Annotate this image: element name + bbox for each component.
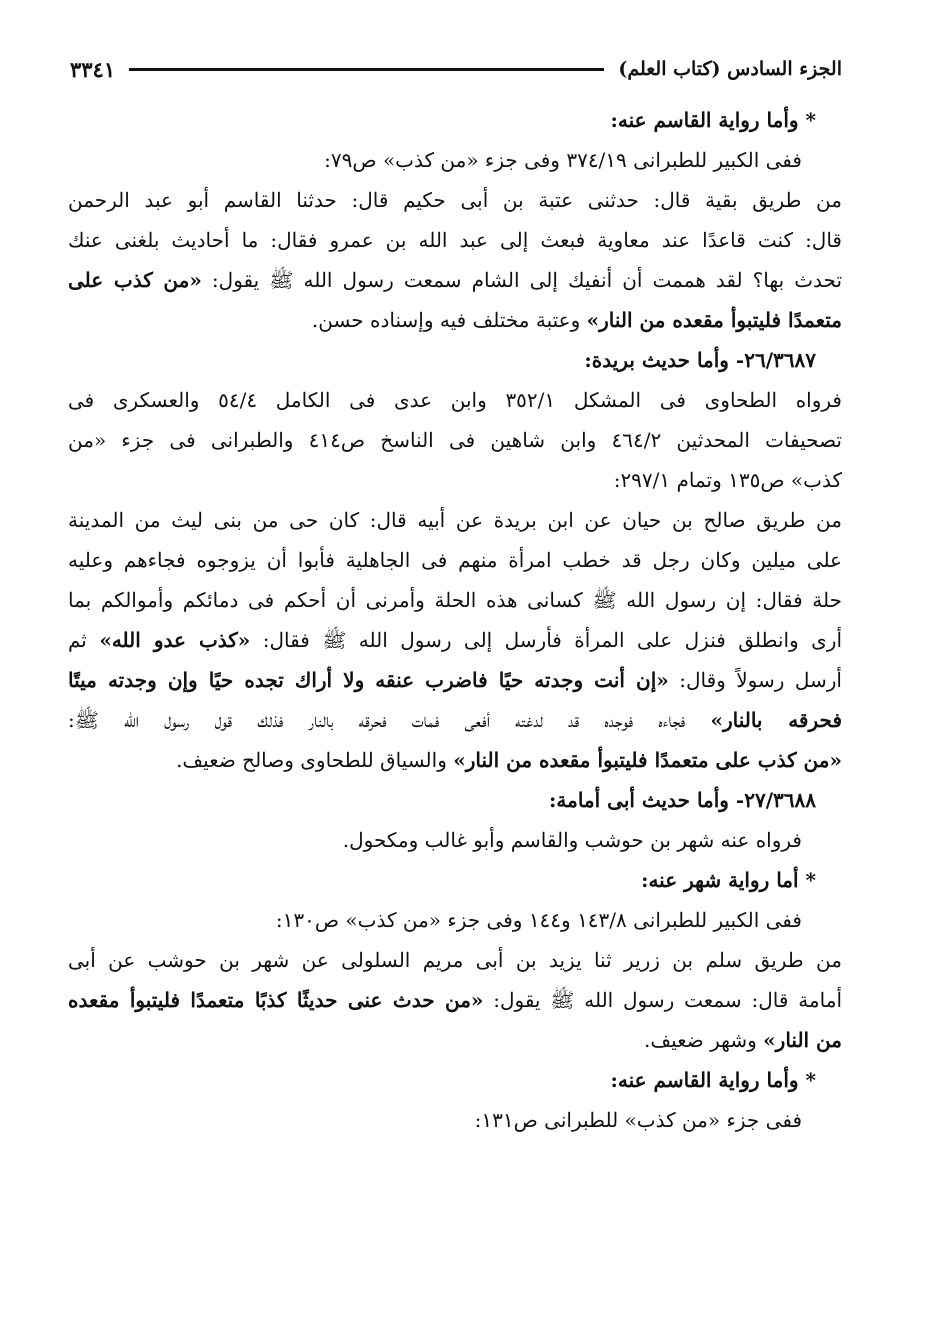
text-segment: وشهر ضعيف. bbox=[644, 1028, 764, 1052]
hadith-quote: «من كذب على متعمدًا فليتبوأ مقعده من النار» bbox=[453, 748, 842, 772]
text-segment: * أما رواية شهر عنه: bbox=[641, 868, 816, 892]
text-line bbox=[68, 660, 842, 700]
text-line bbox=[68, 260, 842, 300]
text-segment: والسياق للطحاوى وصالح ضعيف. bbox=[176, 748, 454, 772]
hadith-quote: متعمدًا فليتبوأ مقعده من النار» bbox=[586, 308, 842, 332]
hadith-quote: «إن أنت وجدته حيًا فاضرب عنقه ولا أراك تجده حيًا وإن وجدته ميتًا bbox=[68, 668, 669, 692]
text-segment: تحدث بها؟ لقد هممت أن أنفيك إلى الشام سمعت رسول الله ﷺ يقول: bbox=[201, 268, 842, 292]
header-rule bbox=[129, 68, 604, 71]
text-segment: * وأما رواية القاسم عنه: bbox=[610, 108, 816, 132]
text-line bbox=[68, 820, 842, 860]
text-line bbox=[68, 300, 842, 340]
running-title: الجزء السادس (كتاب العلم) bbox=[618, 58, 842, 80]
text-line bbox=[68, 940, 842, 980]
text-segment: كذب» ص١٣٥ وتمام ٢٩٧/١: bbox=[613, 468, 842, 492]
text-segment: * وأما رواية القاسم عنه: bbox=[610, 1068, 816, 1092]
text-line bbox=[68, 380, 842, 420]
text-segment: ثم bbox=[68, 628, 100, 652]
text-segment: ٢٧/٣٦٨٨- وأما حديث أبى أمامة: bbox=[549, 788, 816, 812]
text-segment: أرسل رسولاً وقال: bbox=[668, 668, 842, 692]
text-segment: من طريق بقية قال: حدثنى عتبة بن أبى حكيم قال: حدثنا القاسم أبو عبد الرحمن bbox=[68, 188, 842, 212]
text-segment: ففى جزء «من كذب» للطبرانى ص١٣١: bbox=[474, 1108, 802, 1132]
text-line bbox=[68, 460, 842, 500]
text-segment: قال: كنت قاعدًا عند معاوية فبعث إلى عبد الله بن عمرو فقال: ما أحاديث بلغنى عنك bbox=[68, 228, 842, 252]
hadith-quote: فحرقه بالنار» bbox=[710, 708, 842, 732]
text-segment: تصحيفات المحدثين ٤٦٤/٢ وابن شاهين فى الناسخ ص٤١٤ والطبرانى فى جزء «من bbox=[68, 428, 842, 452]
text-line bbox=[68, 700, 842, 740]
text-line bbox=[68, 140, 842, 180]
text-segment: وعتبة مختلف فيه وإسناده حسن. bbox=[311, 308, 587, 332]
hadith-quote: «كذب عدو الله» bbox=[99, 628, 251, 652]
hadith-quote: من النار» bbox=[763, 1028, 842, 1052]
text-segment: فجاءه فوجده قد لدغته أفعى فمات فحرقه بالنار فذلك قول رسول الله ﷺ: bbox=[68, 708, 711, 732]
text-segment: ففى الكبير للطبرانى ١٤٣/٨ و١٤٤ وفى جزء «من كذب» ص١٣٠: bbox=[275, 908, 802, 932]
text-line bbox=[68, 1020, 842, 1060]
page-number: ٣٣٤١ bbox=[70, 56, 116, 82]
page-body bbox=[68, 100, 842, 1140]
page-header bbox=[70, 52, 842, 86]
text-segment: من طريق سلم بن زرير ثنا يزيد بن أبى مريم السلولى عن شهر بن حوشب عن أبى bbox=[68, 948, 842, 972]
text-line bbox=[68, 900, 842, 940]
text-segment: من طريق صالح بن حيان عن ابن بريدة عن أبيه قال: كان حى من بنى ليث من المدينة bbox=[68, 508, 842, 532]
text-line bbox=[68, 220, 842, 260]
section-heading bbox=[68, 1060, 842, 1100]
text-segment: فرواه عنه شهر بن حوشب والقاسم وأبو غالب ومكحول. bbox=[342, 828, 802, 852]
text-segment: ٢٦/٣٦٨٧- وأما حديث بريدة: bbox=[584, 348, 816, 372]
text-segment: على ميلين وكان رجل قد خطب امرأة منهم فى الجاهلية فأبوا أن يزوجوه فجاءهم وعليه bbox=[68, 548, 842, 572]
hadith-quote: «من حدث عنى حديثًا كذبًا متعمدًا فليتبوأ مقعده bbox=[68, 988, 484, 1012]
text-line bbox=[68, 980, 842, 1020]
text-line bbox=[68, 180, 842, 220]
text-line bbox=[68, 620, 842, 660]
text-line bbox=[68, 740, 842, 780]
section-heading bbox=[68, 780, 842, 820]
section-heading bbox=[68, 860, 842, 900]
text-segment: فرواه الطحاوى فى المشكل ٣٥٢/١ وابن عدى فى الكامل ٥٤/٤ والعسكرى فى bbox=[68, 388, 842, 412]
text-line bbox=[68, 580, 842, 620]
text-line bbox=[68, 540, 842, 580]
text-segment: ففى الكبير للطبرانى ٣٧٤/١٩ وفى جزء «من كذب» ص٧٩: bbox=[324, 148, 802, 172]
text-line bbox=[68, 500, 842, 540]
text-segment: أرى وانطلق فنزل على المرأة فأرسل إلى رسول الله ﷺ فقال: bbox=[250, 628, 842, 652]
hadith-quote: «من كذب على bbox=[68, 268, 202, 292]
text-line bbox=[68, 1100, 842, 1140]
section-heading bbox=[68, 100, 842, 140]
text-segment: أمامة قال: سمعت رسول الله ﷺ يقول: bbox=[483, 988, 842, 1012]
text-line bbox=[68, 420, 842, 460]
text-segment: حلة فقال: إن رسول الله ﷺ كسانى هذه الحلة وأمرنى أن أحكم فى دمائكم وأموالكم بما bbox=[68, 588, 842, 612]
section-heading bbox=[68, 340, 842, 380]
